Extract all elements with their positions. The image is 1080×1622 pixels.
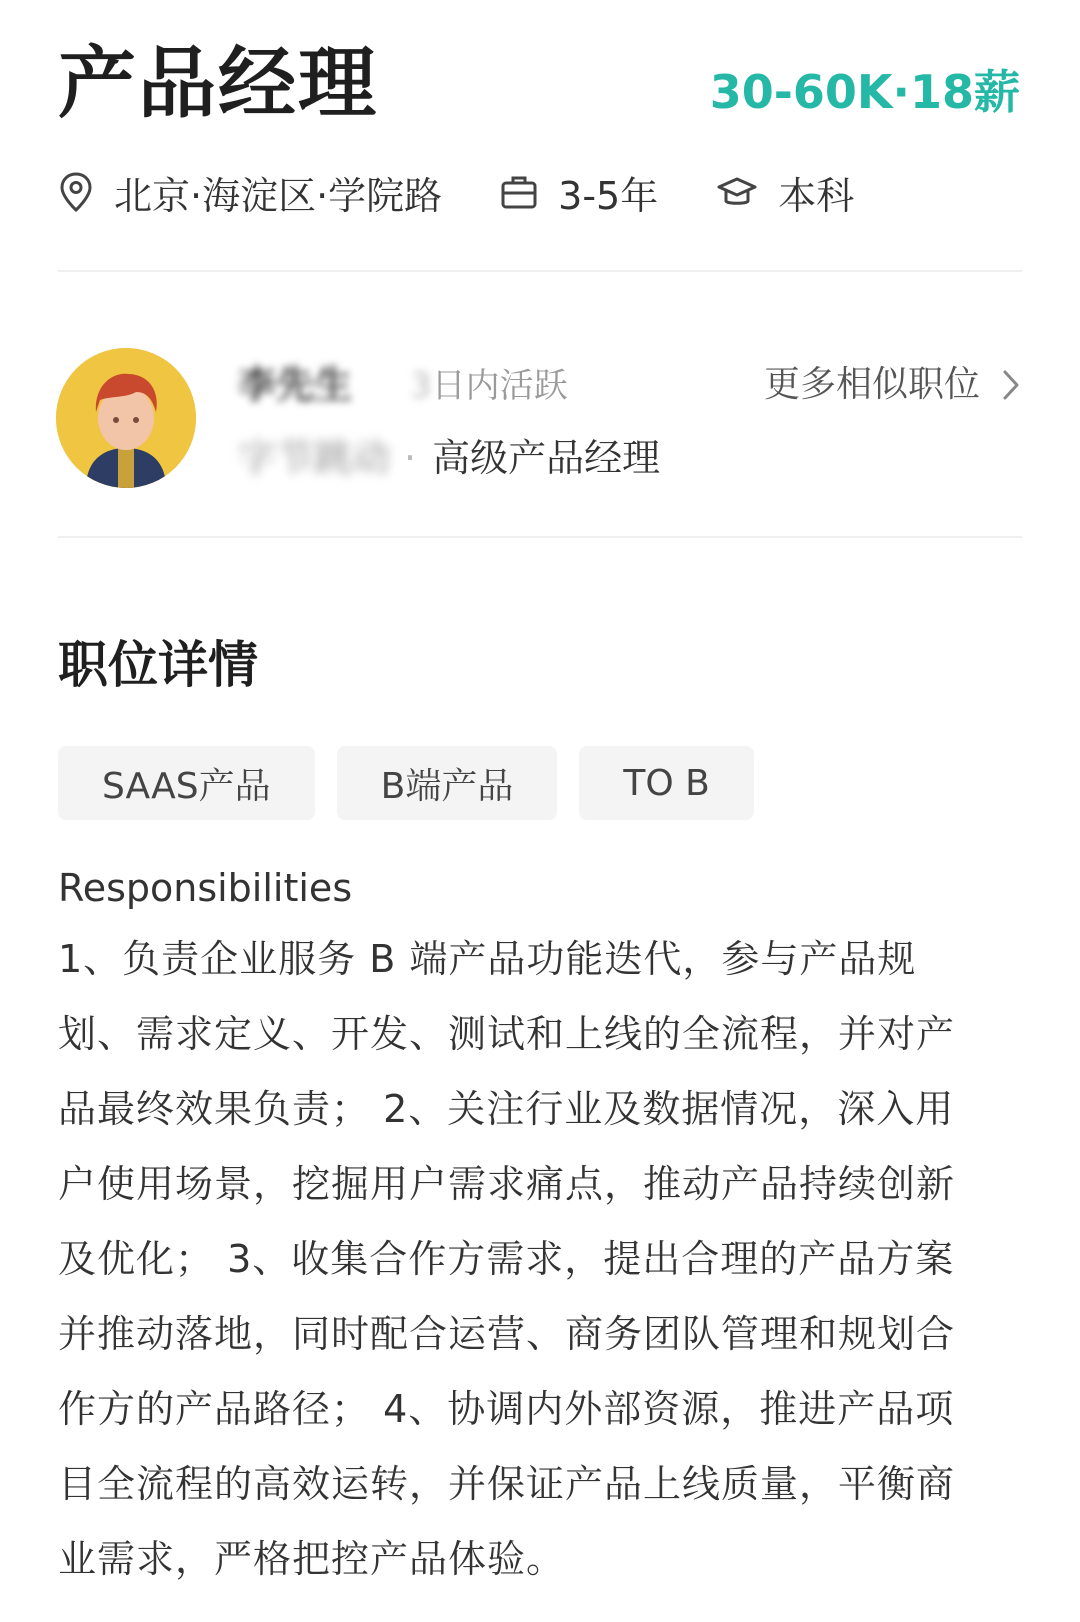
chevron-right-icon <box>1002 369 1020 401</box>
company-name: 字节跳动 <box>238 436 391 480</box>
divider <box>58 270 1022 272</box>
active-label: 日内活跃 <box>431 366 568 406</box>
recruiter-company-line <box>238 432 660 484</box>
location-pin-icon <box>58 171 94 213</box>
more-similar-jobs-label: 更多相似职位 <box>763 364 980 405</box>
recruiter-avatar[interactable] <box>56 348 196 488</box>
more-similar-jobs-link[interactable] <box>764 360 1020 410</box>
avatar-illustration <box>56 348 196 488</box>
active-days: 3 <box>410 366 432 406</box>
location-info <box>58 165 442 220</box>
job-meta-row <box>58 160 912 224</box>
education-info <box>716 165 854 220</box>
tag-to-b[interactable]: TO B <box>579 746 753 820</box>
experience-info <box>500 165 658 220</box>
active-status <box>410 364 568 408</box>
salary-range: 30-60K·18薪 <box>709 65 1020 119</box>
job-title: 产品经理 <box>58 39 379 129</box>
experience-text: 3-5年 <box>558 173 659 218</box>
location-text: 北京·海淀区·学院路 <box>114 173 443 218</box>
responsibilities-text: 1、负责企业服务 B 端产品功能迭代，参与产品规划、需求定义、开发、测试和上线的全流程，并对产品最终效果负责； 2、关注行业及数据情况，深入用户使用场景，挖掘用户需求痛点，推动产品持续创新及优化； 3、收集合作方需求，提出合理的产品方案并推动落地，同时配合运营、商务团队管理和规划合作方的产品路径； 4、协调内外部资源，推进产品项目全流程的高效运转，并保证产品上线质量，平衡商业需求，严格把控产品体验。 <box>58 937 956 1581</box>
separator-dot: · <box>404 436 417 480</box>
divider <box>58 536 1022 538</box>
recruiter-name: 李先生 <box>238 363 353 407</box>
tag-saas[interactable]: SAAS产品 <box>58 746 315 820</box>
section-title-job-details: 职位详情 <box>58 636 258 694</box>
job-tags <box>58 746 776 820</box>
graduation-cap-icon <box>716 174 758 210</box>
education-text: 本科 <box>778 173 855 218</box>
recruiter-position: 高级产品经理 <box>432 436 661 480</box>
briefcase-icon <box>500 174 538 210</box>
tag-b2b-product[interactable]: B端产品 <box>337 746 558 820</box>
responsibilities-heading: Responsibilities <box>58 866 353 910</box>
